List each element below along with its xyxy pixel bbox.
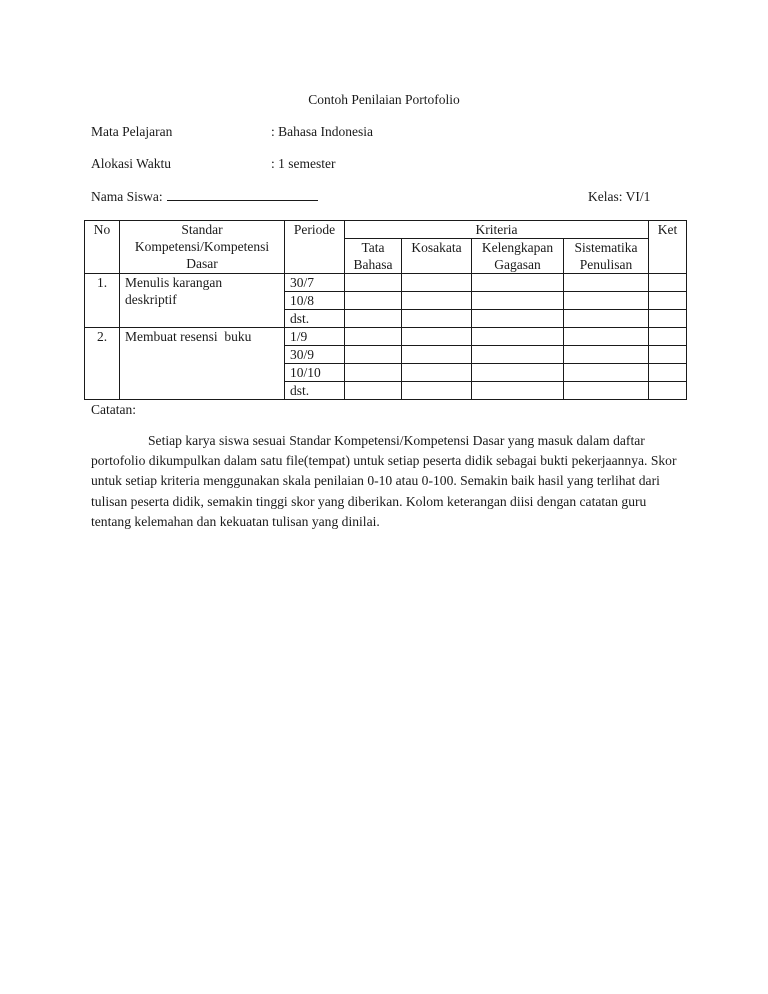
cell-ket	[649, 346, 687, 364]
row-periode: 30/7	[285, 274, 345, 292]
header-periode: Periode	[285, 221, 345, 274]
header-no: No	[85, 221, 120, 274]
row-no: 2.	[85, 328, 120, 400]
cell-tata-bahasa	[345, 364, 402, 382]
cell-tata-bahasa	[345, 292, 402, 310]
row-standar: Membuat resensi buku	[120, 328, 285, 400]
cell-sistematika	[564, 292, 649, 310]
cell-ket	[649, 382, 687, 400]
cell-kosakata	[402, 274, 472, 292]
cell-ket	[649, 310, 687, 328]
nama-siswa-field	[91, 188, 318, 206]
cell-sistematika	[564, 364, 649, 382]
mata-pelajaran-label: Mata Pelajaran	[91, 124, 173, 139]
cell-ket	[649, 292, 687, 310]
cell-kosakata	[402, 346, 472, 364]
cell-kosakata	[402, 364, 472, 382]
cell-sistematika	[564, 382, 649, 400]
alokasi-waktu-label: Alokasi Waktu	[91, 156, 172, 171]
kelas-label: Kelas: VI/1	[588, 189, 651, 204]
cell-kelengkapan	[472, 382, 564, 400]
table-row	[85, 328, 687, 346]
row-periode: 10/10	[285, 364, 345, 382]
document-title: Contoh Penilaian Portofolio	[308, 92, 460, 107]
header-standar: Standar Kompetensi/Kompetensi Dasar	[120, 221, 285, 274]
cell-kelengkapan	[472, 364, 564, 382]
mata-pelajaran-value: : Bahasa Indonesia	[271, 124, 373, 139]
cell-tata-bahasa	[345, 274, 402, 292]
cell-sistematika	[564, 274, 649, 292]
cell-tata-bahasa	[345, 346, 402, 364]
header-row-1	[85, 221, 687, 239]
cell-tata-bahasa	[345, 310, 402, 328]
header-kelengkapan-gagasan: Kelengkapan Gagasan	[472, 239, 564, 274]
cell-kosakata	[402, 382, 472, 400]
cell-sistematika	[564, 328, 649, 346]
row-standar: Menulis karangan deskriptif	[120, 274, 285, 328]
header-sistematika-penulisan: Sistematika Penulisan	[564, 239, 649, 274]
row-periode: dst.	[285, 382, 345, 400]
cell-kelengkapan	[472, 328, 564, 346]
cell-tata-bahasa	[345, 328, 402, 346]
cell-kelengkapan	[472, 292, 564, 310]
alokasi-waktu-value: : 1 semester	[271, 156, 336, 171]
cell-sistematika	[564, 310, 649, 328]
nama-siswa-blank-line	[167, 188, 318, 201]
row-periode: 10/8	[285, 292, 345, 310]
cell-ket	[649, 274, 687, 292]
catatan-label: Catatan:	[91, 402, 136, 417]
cell-kosakata	[402, 310, 472, 328]
cell-ket	[649, 328, 687, 346]
cell-kelengkapan	[472, 274, 564, 292]
cell-sistematika	[564, 346, 649, 364]
cell-tata-bahasa	[345, 382, 402, 400]
header-kriteria: Kriteria	[345, 221, 649, 239]
row-no: 1.	[85, 274, 120, 328]
nama-siswa-label: Nama Siswa:	[91, 189, 163, 204]
table-row	[85, 274, 687, 292]
header-ket: Ket	[649, 221, 687, 274]
cell-kelengkapan	[472, 346, 564, 364]
row-periode: dst.	[285, 310, 345, 328]
cell-ket	[649, 364, 687, 382]
cell-kosakata	[402, 328, 472, 346]
header-tata-bahasa: Tata Bahasa	[345, 239, 402, 274]
assessment-table	[84, 220, 687, 400]
row-periode: 30/9	[285, 346, 345, 364]
row-periode: 1/9	[285, 328, 345, 346]
cell-kosakata	[402, 292, 472, 310]
header-kosakata: Kosakata	[402, 239, 472, 274]
cell-kelengkapan	[472, 310, 564, 328]
notes-paragraph: Setiap karya siswa sesuai Standar Kompetensi/Kompetensi Dasar yang masuk dalam daftar portofolio dikumpulkan dalam satu file(tempat) untuk setiap peserta didik sebagai bukti pekerjaannya. Skor untuk setiap kriteria menggunakan skala penilaian 0-10 atau 0-100. Semakin baik hasil yang terlihat dari tulisan peserta didik, semakin tinggi skor yang diberikan. Kolom keterangan diisi dengan catatan guru tentang kelemahan dan kekuatan tulisan yang dinilai.	[91, 433, 677, 529]
